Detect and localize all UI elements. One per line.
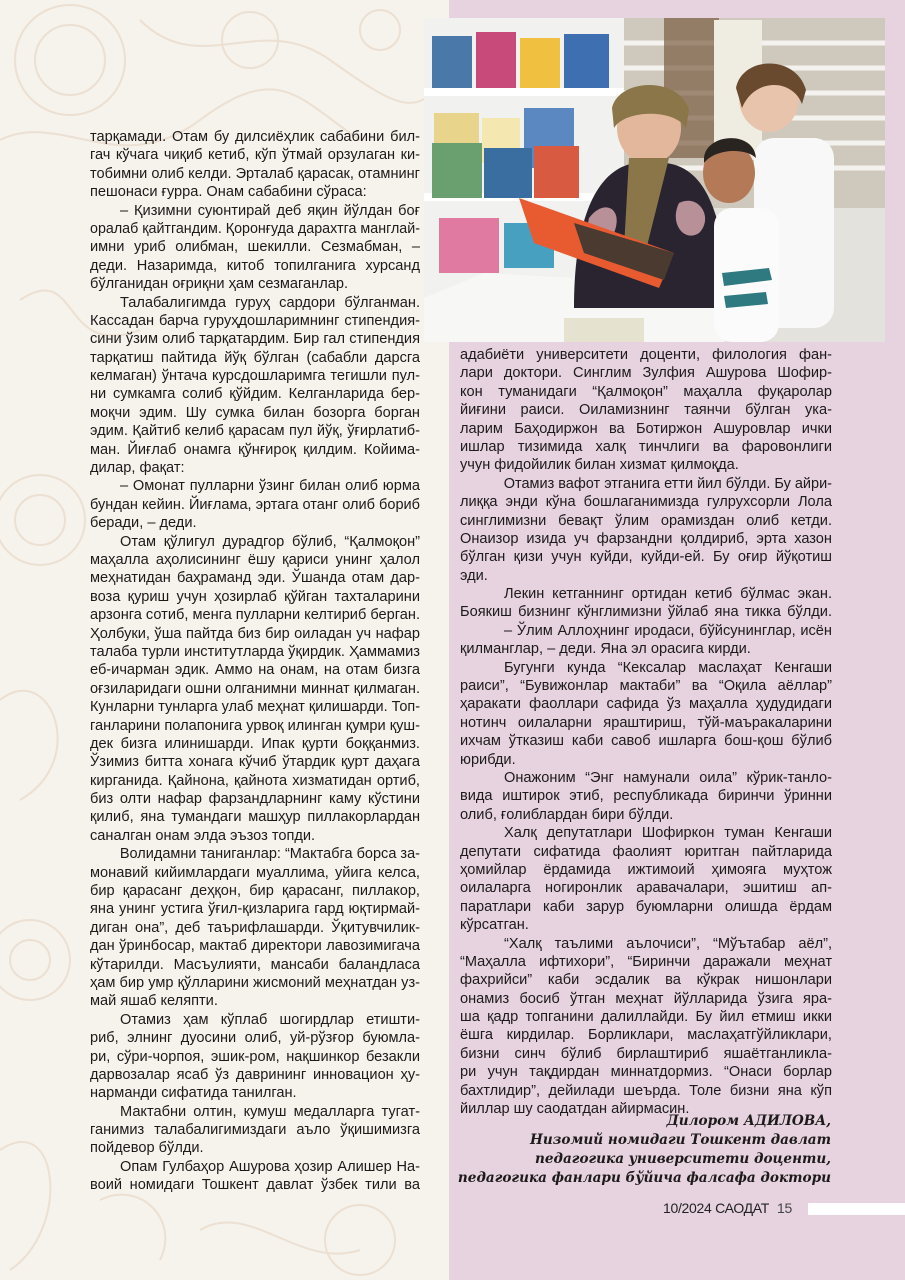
author-title-line-2: педагогика университети доценти, bbox=[535, 1151, 831, 1167]
text-line: ри, сўри-чорпоя, эшик-ром, нақшинкор безакли bbox=[90, 1048, 420, 1065]
text-line: лари доктори. Синглим Зулфия Ашурова Шофир- bbox=[460, 365, 832, 382]
text-line: депутати сифатида фаолият юритган пайтларида bbox=[460, 843, 832, 860]
text-line: тарқатиш пайтида йўқ бўлган (сабабли дарсга bbox=[90, 349, 420, 366]
text-line: май яшаб келяпти. bbox=[90, 993, 218, 1010]
text-line: биз олти нафар фарзандларнинг каму кўстини bbox=[90, 791, 420, 808]
text-line: тобимни олиб келди. Эрталаб қарасак, отамнинг bbox=[90, 165, 420, 182]
text-line: дек бизга илинишарди. Ипак қурти боққанмиз. bbox=[90, 735, 420, 752]
text-line: тарқамади. Отам бу дилсиёҳлик сабабини бил- bbox=[90, 129, 420, 145]
text-line: эди. bbox=[460, 567, 488, 584]
text-line: ни сумкамга солиб қўйдим. Келганларида бер- bbox=[90, 386, 420, 403]
text-line: йиғини раиси. Оиламизнинг таянчи бўлган ука- bbox=[460, 402, 832, 419]
text-line: – Қизимни суюнтирай деб яқин йўлдан боғ bbox=[120, 202, 420, 219]
text-line: Бугунги кунда “Кексалар маслаҳат Кенгаши bbox=[504, 659, 832, 676]
author-title-line-3: педагогика фанлари бўйича фалсафа доктори bbox=[457, 1170, 831, 1186]
text-line: вида иштирок этиб, республикада биринчи ўринни bbox=[460, 788, 832, 805]
text-line: ҳам бир умр қўлларини жисмоний меҳнатдан уз- bbox=[90, 974, 420, 991]
text-line: диган она”, деб таърифлашарди. Ўқитувчилик- bbox=[90, 919, 420, 936]
text-line: қилманглар, – деди. Яна эл орасига кирди. bbox=[460, 641, 751, 658]
text-line: Кунларни тунларга улаб меҳнат қилишарди. Топ- bbox=[90, 699, 420, 716]
author-signature bbox=[455, 1112, 831, 1188]
text-line: қилиб, яна тумандаги машҳур пиллакорлардан bbox=[90, 809, 420, 826]
text-line: сини ўзим олиб тарқатардим. Бир гал стипендия bbox=[90, 331, 420, 348]
text-line: имни уриб олибман, шекилли. Сезмабман, – bbox=[90, 239, 420, 256]
text-line: “Халқ таълими аълочиси”, “Мўътабар аёл”, bbox=[504, 935, 832, 952]
text-line: ри учун тақдирдан миннатдормиз. “Онаси борлар bbox=[460, 1064, 832, 1081]
text-line: оилаларга ногиронлик аравачалари, эшитиш ап- bbox=[460, 880, 832, 897]
text-line: монавий кийимлардаги муаллима, уйига келса, bbox=[90, 864, 420, 881]
text-line: кўтарилди. Масъулияти, мансаби баландласа bbox=[90, 956, 420, 973]
text-line: дарвозалар ясаб ўз даврининг инновацион ҳу- bbox=[90, 1066, 420, 1083]
text-line: бизни синч бўлиб бирлаштириб яшаётганликла- bbox=[460, 1045, 832, 1062]
photo-grandmother-reading-to-children-icon bbox=[424, 18, 885, 342]
text-line: ишлар тизимида халқ тинчлиги ва фаровонлиги bbox=[460, 438, 832, 455]
text-line: воза қуриш учун ҳозирлаб қўйган тахталарини bbox=[90, 588, 420, 605]
text-line: яна унинг устига ўғил-қизларига гард юқтирмай- bbox=[90, 901, 420, 918]
text-line: нотинч оилаларни яраштириш, тўй-маъракаларини bbox=[460, 714, 832, 731]
text-line: Онажоним “Энг намунали оила” кўрик-танло- bbox=[504, 769, 832, 786]
text-line: маҳалла аҳолисининг ёшу қариси унинг ҳалол bbox=[90, 551, 420, 568]
text-line: ёшга кирдилар. Борликлари, маслаҳатгўйликлари, bbox=[460, 1027, 832, 1044]
text-line: Отам қўлигул дурадгор бўлиб, “Қалмоқон” bbox=[120, 533, 420, 550]
text-line: Ўзимиз битта хонага кўчиб ўтардик қурт даҳага bbox=[90, 754, 420, 771]
text-line: фахрийси” каби эсдалик ва кўкрак нишонлари bbox=[460, 972, 832, 989]
right-text-column bbox=[460, 346, 832, 1118]
text-line: – Омонат пулларни ўзинг билан олиб юрма bbox=[120, 478, 420, 495]
text-line: ша қадр топганини далиллайди. Бу йил етмиш икки bbox=[460, 1009, 832, 1026]
text-line: Боякиш бизнинг кўнглимизни ўйлаб яна тикка бўлди. bbox=[460, 604, 832, 621]
author-name: Дилором АДИЛОВА, bbox=[666, 1113, 831, 1129]
text-line: ганимиз талабалигимиздаги аъло ўқишимизга bbox=[90, 1122, 420, 1139]
text-line: кўрсатган. bbox=[460, 917, 529, 934]
text-line: Ҳолбуки, ўша пайтда биз бир оиладан уч нафар bbox=[90, 625, 420, 642]
text-line: пешонаси ғурра. Онам сабабини сўраса: bbox=[90, 184, 367, 201]
text-line: Отамиз вафот этганига етти йил бўлди. Бу айри- bbox=[503, 475, 832, 492]
text-line: бундан кейин. Йиғлама, эртага отанг олиб бориб bbox=[90, 496, 420, 513]
text-line: саналган онам элда эъзоз топди. bbox=[90, 827, 316, 844]
text-line: раиси”, “Бувижонлар мактаби” ва “Оқила аёллар” bbox=[460, 678, 832, 695]
text-line: дан ўринбосар, мактаб директори лавозимигача bbox=[90, 938, 420, 955]
text-line: Отамиз ҳам кўплаб шогирдлар етишти- bbox=[120, 1011, 420, 1028]
page-number: 15 bbox=[777, 1200, 792, 1216]
text-line: Халқ депутатлари Шофиркон туман Кенгаши bbox=[504, 825, 832, 842]
left-text-column bbox=[90, 128, 420, 1195]
text-line: олиб, ғолиблардан бири бўлди. bbox=[460, 806, 674, 823]
text-line: “Маҳалла ифтихори”, “Биринчи даражали меҳнат bbox=[460, 953, 832, 970]
text-line: кон туманидаги “Қалмоқон” маҳалла фуқаролар bbox=[460, 383, 832, 400]
text-line: беради, – деди. bbox=[90, 515, 197, 532]
text-line: – Ўлим Аллоҳнинг иродаси, бўйсунинглар, исён bbox=[504, 622, 832, 639]
text-line: ихчам ўтказиш каби савоб ишларга бош-қош бўлиб bbox=[460, 733, 832, 750]
text-line: деди. Назаримда, китоб топилганига хурсанд bbox=[90, 257, 420, 274]
text-line: кирганида. Қайнона, қайнота хизматидан ортиб, bbox=[90, 772, 420, 789]
text-line: Кассадан барча гуруҳдошларимнинг стипендия- bbox=[90, 312, 420, 329]
text-line: учун фидойилик билан хизмат қилмоқда. bbox=[460, 457, 739, 474]
text-line: Мактабни олтин, кумуш медалларга тугат- bbox=[120, 1103, 420, 1120]
text-line: бўлган қизи учун куйди, куйди-ей. Бу оғир йўқотиш bbox=[460, 549, 832, 566]
text-line: лиққа энди кўна бошлаганимизда гулрухсорли Лола bbox=[460, 494, 832, 511]
text-line: бир қарасанг деҳқон, бир қарасанг, пиллакор, bbox=[90, 883, 420, 900]
text-line: адабиёти университети доценти, филология фан- bbox=[460, 347, 832, 363]
text-line: Талабалигимда гуруҳ сардори бўлганман. bbox=[120, 294, 420, 311]
text-line: гач кўчага чиқиб кетиб, кўп ўтмай орзулаган ки- bbox=[90, 147, 420, 164]
text-line: юрибди. bbox=[460, 751, 516, 768]
text-line: эдим. Қайтиб келиб қарасам пул йўқ, ўғирлатиб- bbox=[90, 423, 420, 440]
text-line: ҳаракати фаоллари сафида ўз маҳалла ҳудудидаги bbox=[460, 696, 832, 713]
issue-label: 10/2024 САОДАТ bbox=[663, 1200, 769, 1216]
text-line: риб, элнинг дуосини олиб, уй-рўзғор буюмла- bbox=[90, 1030, 420, 1047]
text-line: арзонга сотиб, менга пулларни келтириб берган. bbox=[90, 607, 420, 624]
page-footer bbox=[663, 1200, 792, 1216]
text-line: Опам Гулбаҳор Ашурова ҳозир Алишер На- bbox=[120, 1158, 420, 1175]
text-line: дилар, фақат: bbox=[90, 460, 185, 477]
text-line: паратлари каби зарур буюмларни олишда ёрдам bbox=[460, 898, 832, 915]
text-line: ганларини полапонига урвоқ илинган қумри қуш- bbox=[90, 717, 420, 734]
folio-bar bbox=[808, 1203, 905, 1215]
text-line: оралаб қайтгандим. Қоронғуда дарахтга манглай- bbox=[90, 220, 420, 237]
text-line: пойдевор бўлди. bbox=[90, 1140, 204, 1157]
text-line: Онаизор изида уч фарзандни қолдириб, эрта хазон bbox=[460, 530, 832, 547]
text-line: бахтлидир”, дейилади шеърда. Толе бизни яна кўп bbox=[460, 1082, 832, 1099]
text-line: нарманди сифатида танилган. bbox=[90, 1085, 297, 1102]
text-line: бўлганидан оғриқни ҳам сезмаганлар. bbox=[90, 276, 349, 293]
text-line: келмаган) ўнтача курсдошларимга тегишли пул- bbox=[90, 368, 420, 385]
text-line: синглимизни бевақт ўлим орамиздан олиб кетди. bbox=[460, 512, 832, 529]
author-title-line-1: Низомий номидаги Тошкент давлат bbox=[530, 1132, 831, 1148]
text-line: йиллар шу саодатдан айирмасин. bbox=[460, 1101, 690, 1118]
text-line: ҳомийлар ёрдамида ижтимоий ҳимояга муҳтож bbox=[460, 861, 832, 878]
text-line: еб-ичарман эдик. Аммо на онам, на отам бизга bbox=[90, 662, 420, 679]
text-line: ман. Йиғлаб онамга қўнғироқ қилдим. Койима- bbox=[90, 441, 420, 458]
article-photo bbox=[424, 18, 885, 342]
text-line: Лекин кетганнинг ортидан кетиб бўлмас экан. bbox=[504, 586, 832, 603]
text-line: моқчи эдим. Шу сумка билан бозорга борган bbox=[90, 404, 420, 421]
text-line: Волидамни таниганлар: “Мактабга борса за- bbox=[119, 846, 421, 863]
text-line: оғзиларидаги ошни олганимни миннат қилмаган. bbox=[90, 680, 420, 697]
text-line: онамиз босиб ўтган меҳнат йўлларида ўзига яра- bbox=[460, 990, 832, 1007]
text-line: воий номидаги Тошкент давлат ўзбек тили ва bbox=[90, 1177, 420, 1194]
text-line: талаба турли институтларда ўқирдик. Ҳаммамиз bbox=[90, 643, 420, 660]
text-line: ларим Баҳодиржон ва Ботиржон Ашуровлар ички bbox=[460, 420, 832, 437]
text-line: меҳнатидан баҳраманд эди. Ўшанда отам дар- bbox=[90, 570, 420, 587]
